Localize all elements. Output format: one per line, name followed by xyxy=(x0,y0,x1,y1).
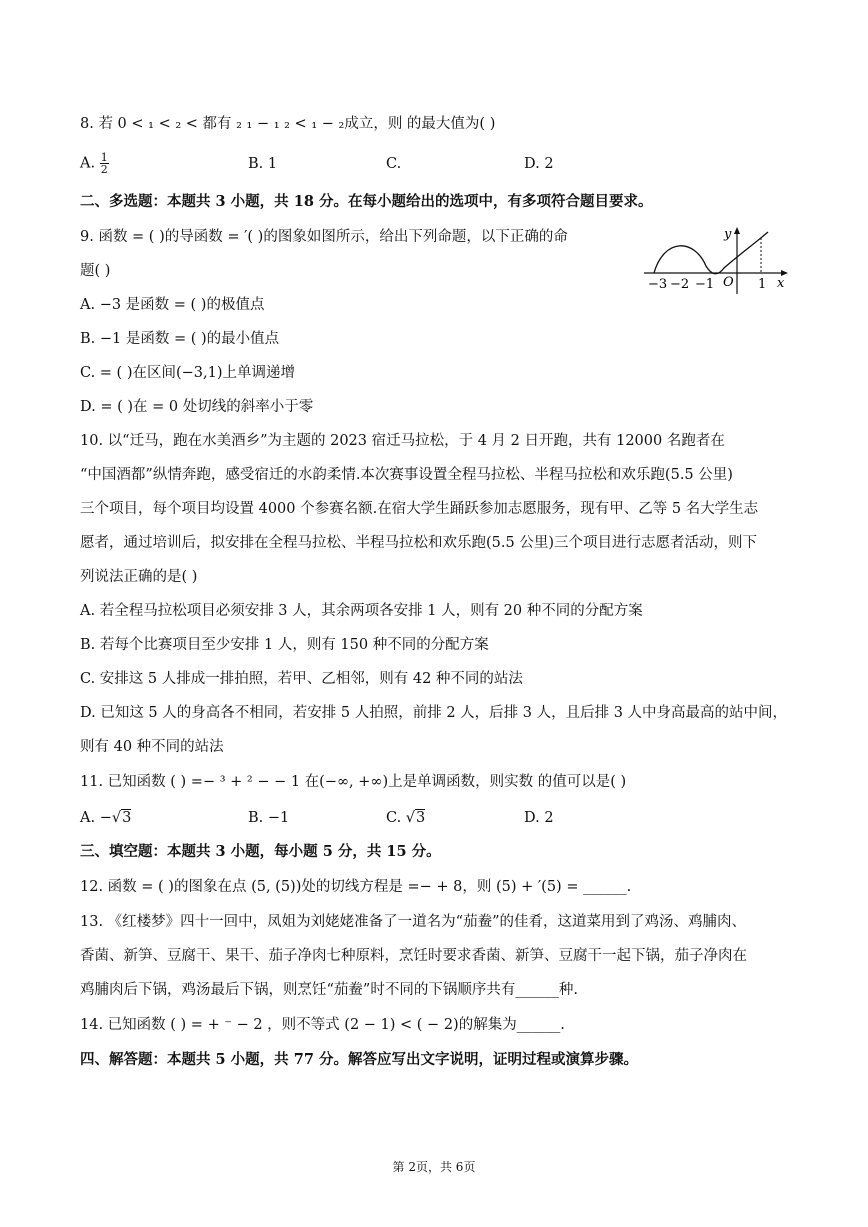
q10-stem-line2: “中国酒都”纵情奔跑，感受宿迁的水韵柔情.本次赛事设置全程马拉松、半程马拉松和欢乐跑(5.5 公里) xyxy=(80,467,733,483)
fraction-denominator: 2 xyxy=(100,163,108,176)
q8-option-a xyxy=(80,152,109,175)
q8-stem: 8. 若 0 < ₁ < ₂ < 都有 ₂ ₁ − ₁ ₂ < ₁ − ₂成立，则 的最大值为( ) xyxy=(80,116,496,132)
q10-option-d-cont: 则有 40 种不同的站法 xyxy=(80,739,224,755)
q11-option-c xyxy=(386,808,425,828)
section-heading-multi-choice: 二、多选题：本题共 3 小题，共 18 分。在每小题给出的选项中，有多项符合题目要求。 xyxy=(80,193,653,210)
q9-option-c: C. = ( )在区间(−3,1)上单调递增 xyxy=(80,365,295,381)
q10-option-d: D. 已知这 5 人的身高各不相同，若安排 5 人拍照，前排 2 人，后排 3 人，且后排 3 人中身高最高的站中间， xyxy=(80,705,788,721)
q10-stem-line5: 列说法正确的是( ) xyxy=(80,569,198,585)
q10-stem-line3: 三个项目，每个项目均设置 4000 个参赛名额.在宿大学生踊跃参加志愿服务，现有甲、乙等 5 名大学生志 xyxy=(80,501,759,517)
q11-option-c-prefix: C. xyxy=(386,810,406,826)
fraction xyxy=(100,152,109,175)
origin-label: O xyxy=(723,275,734,290)
section-heading-solutions: 四、解答题：本题共 5 小题，共 77 分。解答应写出文字说明，证明过程或演算步骤。 xyxy=(80,1051,638,1068)
sqrt-radicand: 3 xyxy=(416,810,426,826)
q13-stem-line2: 香菌、新笋、豆腐干、果干、茄子净肉七种原料，烹饪时要求香菌、新笋、豆腐干一起下锅，茄子净肉在 xyxy=(80,948,747,964)
tick-label: −1 xyxy=(695,277,715,292)
q10-stem-line1: 10. 以“迁马，跑在水美酒乡”为主题的 2023 宿迁马拉松，于 4 月 2 日开跑，共有 12000 名跑者在 xyxy=(80,433,725,449)
q9-option-d: D. = ( )在 = 0 处切线的斜率小于零 xyxy=(80,399,314,415)
q11-option-a-prefix: A. − xyxy=(80,810,112,826)
q8-option-d: D. 2 xyxy=(524,156,554,172)
q9-stem-line2: 题( ) xyxy=(80,263,111,279)
fraction-numerator: 1 xyxy=(100,151,108,164)
q13-stem-line1: 13. 《红楼梦》四十一回中，凤姐为刘姥姥准备了一道名为“茄鲞”的佳肴，这道菜用到了鸡汤、鸡脯肉、 xyxy=(80,914,746,930)
q11-option-a xyxy=(80,808,131,828)
y-axis-label: y xyxy=(724,227,732,242)
q10-option-c: C. 安排这 5 人排成一排拍照，若甲、乙相邻，则有 42 种不同的站法 xyxy=(80,671,523,687)
q11-stem: 11. 已知函数 ( ) =− ³ + ² − − 1 在(−∞, +∞)上是单调函数，则实数 的值可以是( ) xyxy=(80,774,627,790)
tick-label: 1 xyxy=(758,277,767,292)
page-footer: 第 2页，共 6页 xyxy=(392,1160,476,1174)
q10-stem-line4: 愿者，通过培训后，拟安排在全程马拉松、半程马拉松和欢乐跑(5.5 公里)三个项目进行志愿者活动，则下 xyxy=(80,535,757,551)
q9-option-a: A. −3 是函数 = ( )的极值点 xyxy=(80,297,265,313)
derivative-graph xyxy=(640,224,790,296)
q13-stem-line3: 鸡脯肉后下锅，鸡汤最后下锅，则烹饪“茄鲞”时不同的下锅顺序共有______种. xyxy=(80,982,578,998)
sqrt-symbol: √ xyxy=(405,810,416,826)
q14-stem: 14. 已知函数 ( ) = + ⁻ − 2 ，则不等式 (2 − 1) < ( − 2)的解集为______. xyxy=(80,1017,565,1033)
q8-option-b: B. 1 xyxy=(248,156,278,172)
sqrt-radicand: 3 xyxy=(122,810,132,826)
tick-label: −3 xyxy=(648,277,668,292)
q9-option-b: B. −1 是函数 = ( )的最小值点 xyxy=(80,331,280,347)
q11-option-d: D. 2 xyxy=(524,810,554,826)
q8-option-a-label: A. xyxy=(80,155,100,172)
sqrt-symbol: √ xyxy=(111,810,122,826)
q10-option-a: A. 若全程马拉松项目必须安排 3 人，其余两项各安排 1 人，则有 20 种不同的分配方案 xyxy=(80,603,643,619)
section-heading-fill-blank: 三、填空题：本题共 3 小题，每小题 5 分，共 15 分。 xyxy=(80,843,441,860)
y-axis-arrow xyxy=(734,227,740,234)
tick-label: −2 xyxy=(670,277,690,292)
q9-stem-line1: 9. 函数 = ( )的导函数 = ′( )的图象如图所示，给出下列命题，以下正确的命 xyxy=(80,229,568,245)
q11-option-b: B. −1 xyxy=(248,810,290,826)
q12-stem: 12. 函数 = ( )的图象在点 (5, (5))处的切线方程是 =− + 8，则 (5) + ′(5) = ______. xyxy=(80,879,632,895)
derivative-curve xyxy=(654,232,768,274)
x-axis-label: x xyxy=(777,276,785,291)
q10-option-b: B. 若每个比赛项目至少安排 1 人，则有 150 种不同的分配方案 xyxy=(80,637,489,653)
q8-option-c: C. xyxy=(386,156,402,172)
